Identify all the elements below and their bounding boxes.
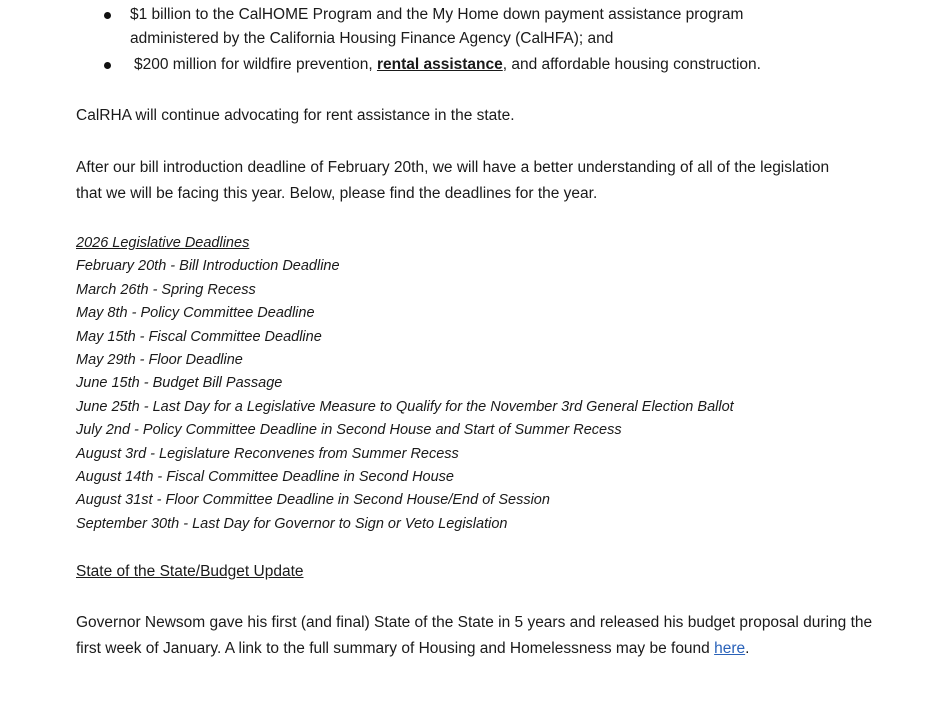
state-budget-heading: State of the State/Budget Update bbox=[76, 563, 304, 580]
deadline-item: August 14th - Fiscal Committee Deadline in Second House bbox=[76, 469, 454, 486]
legislative-deadlines-list bbox=[76, 232, 734, 536]
deadline-item: May 15th - Fiscal Committee Deadline bbox=[76, 328, 322, 345]
bill-deadline-paragraph: After our bill introduction deadline of February 20th, we will have a better understanding of all of the legislation that we will be facing this year. Below, please find the deadlines for the year. bbox=[76, 159, 830, 202]
funding-bullet-list bbox=[0, 3, 927, 77]
deadline-item: March 26th - Spring Recess bbox=[76, 281, 256, 298]
bullet-item-wildfire bbox=[0, 53, 927, 77]
governor-paragraph-text: Governor Newsom gave his first (and final) State of the State in 5 years and released his budget proposal during the first week of January. A link to the full summary of Housing and Homelessness may be found bbox=[76, 614, 873, 657]
deadline-item: August 31st - Floor Committee Deadline in Second House/End of Session bbox=[76, 492, 550, 509]
rental-assistance-link[interactable]: rental assistance bbox=[376, 56, 503, 73]
bullet-text bbox=[0, 53, 914, 77]
governor-paragraph-end: . bbox=[745, 640, 750, 657]
deadlines-heading: 2026 Legislative Deadlines bbox=[76, 235, 250, 251]
bullet-dot-icon bbox=[104, 12, 111, 19]
deadline-item: May 8th - Policy Committee Deadline bbox=[76, 305, 315, 322]
deadline-item: July 2nd - Policy Committee Deadline in Second House and Start of Summer Recess bbox=[76, 422, 622, 439]
deadline-item: February 20th - Bill Introduction Deadline bbox=[76, 258, 340, 275]
bullet-text: $1 billion to the CalHOME Program and the My Home down payment assistance program administered by the California Housing Finance Agency (CalHFA); and bbox=[130, 6, 744, 47]
deadline-item: June 25th - Last Day for a Legislative Measure to Qualify for the November 3rd General Election Ballot bbox=[76, 398, 734, 415]
deadline-item: September 30th - Last Day for Governor to Sign or Veto Legislation bbox=[76, 515, 508, 532]
bullet-text-after: , and affordable housing construction. bbox=[502, 56, 761, 73]
deadline-item: August 3rd - Legislature Reconvenes from Summer Recess bbox=[76, 445, 459, 462]
bullet-text-before: $200 million for wildfire prevention, bbox=[134, 56, 377, 73]
bullet-dot-icon bbox=[104, 62, 111, 69]
calrha-paragraph: CalRHA will continue advocating for rent assistance in the state. bbox=[76, 107, 515, 124]
summary-here-link[interactable]: here bbox=[714, 640, 746, 657]
governor-paragraph bbox=[76, 610, 876, 662]
bullet-item-calhome bbox=[0, 3, 927, 51]
deadline-item: June 15th - Budget Bill Passage bbox=[76, 375, 283, 392]
deadline-item: May 29th - Floor Deadline bbox=[76, 352, 243, 369]
